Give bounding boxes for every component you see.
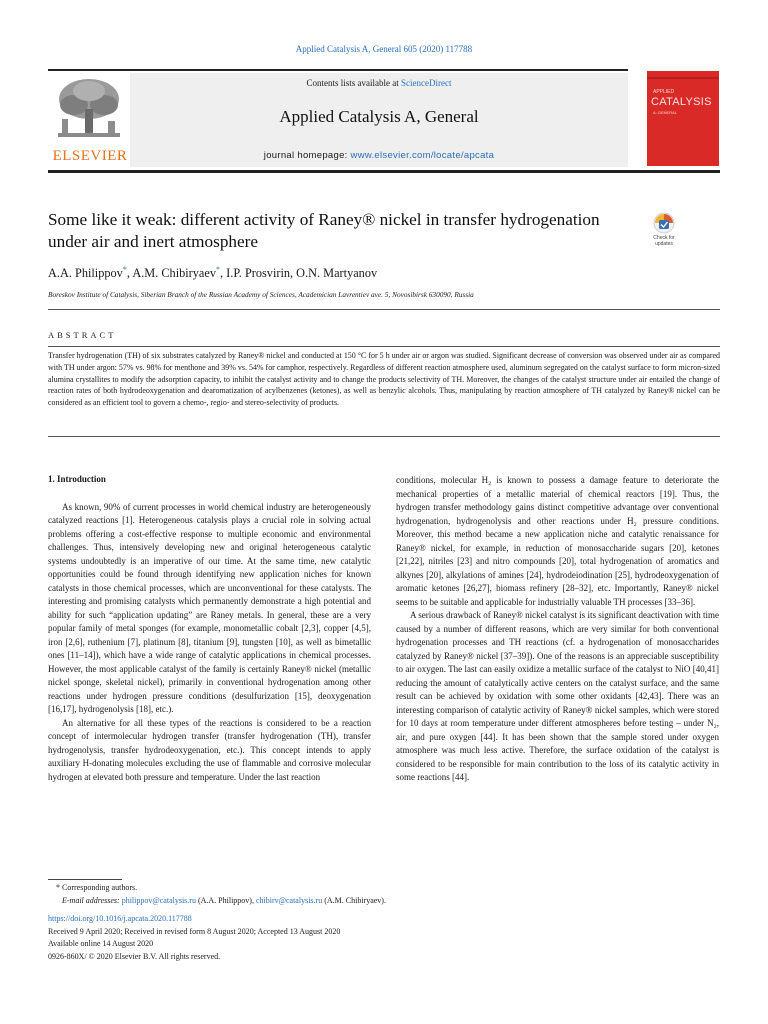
- crossmark-icon: [646, 212, 682, 236]
- cover-band: [647, 77, 719, 79]
- cover-line-1: APPLIED: [653, 89, 675, 95]
- contents-prefix: Contents lists available at: [306, 78, 401, 88]
- corresponding-star-2[interactable]: *: [216, 265, 220, 274]
- intro-paragraph-3: A serious drawback of Raney® nickel catalyst is its significant deactivation with time caused by a number of different reasons, which are very similar for both conventional hydrogenation processes and TH reactions (cf. a hydrogenation of monosaccharides catalyzed by Raney® nickel [37–39]). One of the reasons is an appreciable susceptibility to air oxygen. The last can easily oxidize a metallic surface of the catalyst to NiO [40,41] reducing the amount of catalytically active centers on the catalyst surface, and the same result can be achieved by oxidation with some other oxidants [42,43]. There was an interesting comparison of catalytic activity of Raney® nickel samples, which were stored for 10 days at room temperature under different atmospheres before testing – under N₂, air, and pure oxygen [44]. It has been shown that the sample stored under oxygen atmosphere was much less active. Therefore, the surface oxidation of the catalyst is considered to be responsible for main contribution to the loss of its catalytic activity in some reactions [44].: [396, 610, 719, 782]
- journal-cover-thumbnail[interactable]: [647, 71, 719, 166]
- body-column-left: [48, 473, 371, 784]
- author-affiliation: Boreskov Institute of Catalysis, Siberian Branch of the Russian Academy of Sciences, Academician Lavrentiev ave. 5, Novosibirsk 630090, Russia: [48, 290, 474, 299]
- masthead-top-rule: [48, 69, 628, 71]
- author-list: [48, 265, 688, 281]
- intro-paragraph-1: As known, 90% of current processes in world chemical industry are heterogeneously catalyzed reactions [1]. Heterogeneous catalysis plays a crucial role in solving actual problems offering a cost-effective response to multiple economic and environmental challenges. Thus, intensively developing new and original heterogeneous catalytic systems undoubtedly is an imperative of our time. At the same time, new catalytic opportunities could be found through identifying new application niches for known catalysts in those chemical processes, which are unconventional for these catalysts. The interesting and promising catalysts which permanently demonstrate a high potential and ability for such “application updating” are Raney metals. In general, these are a very popular family of metal sponges (for example, monometallic cobalt [2,3], copper [4,5], iron [2,6], ruthenium [7], platinum [8], titanium [9], tungsten [10], as well as bimetallic ones [11–14]), which have a wide range of catalytic applications in chemical processes. However, the most applicable catalyst of the family is certainly Raney® nickel (metallic nickel sponge, skeletal nickel), primarily in conventional hydrogenation among other reactions under hydrogen pressure conditions (desulfurization [15], deoxygenation [16,17], hydrogenolysis [18], etc.).: [48, 501, 371, 714]
- article-title: Some like it weak: different activity of Raney® nickel in transfer hydrogenation under air and inert atmosphere: [48, 210, 600, 251]
- intro-paragraph-2-continued: conditions, molecular H₂ is known to possess a damage feature to deteriorate the mechanical properties of a metallic material of chemical reactors [19]. Thus, the hydrogen transfer methodology gains distinct competitive advantage over conventional hydrogenation, hydrogenolysis and other reactions under H₂ pressure conditions. Moreover, this method became a new application niche and catalytic renaissance for Raney® nickel, for example, in reduction of monosaccharide sugars [20], ketones [21,22], nitriles [23] and nitro compounds [20], total hydrogenation of aromatics and alkynes [20], alkylations of amines [24], hydrodeiodination [25], hydrodeoxygenation of aromatic ketones [26,27], biomass refinery [28–32], etc. Importantly, Raney® nickel seems to be suitable and applicable for industrially valuable TH processes [33–36].: [396, 475, 719, 607]
- crossmark-caption: [646, 236, 682, 247]
- footnotes: [48, 882, 720, 907]
- abstract-top-rule: [48, 346, 720, 347]
- received-dates: Received 9 April 2020; Received in revised form 8 August 2020; Accepted 13 August 2020: [48, 926, 341, 936]
- elsevier-wordmark: ELSEVIER: [52, 148, 128, 164]
- email-name-philippov: (A.A. Philippov),: [195, 895, 256, 905]
- masthead-bottom-rule: [48, 170, 720, 173]
- body-column-right: [396, 474, 719, 785]
- abstract-heading: ABSTRACT: [48, 330, 117, 340]
- abstract-bottom-rule: [48, 436, 720, 437]
- journal-masthead: [48, 73, 628, 167]
- homepage-link[interactable]: www.elsevier.com/locate/apcata: [350, 150, 495, 161]
- footnote-rule: [48, 879, 122, 880]
- author-separator: ,: [126, 266, 133, 281]
- contents-line: [130, 78, 628, 88]
- journal-homepage: [130, 150, 628, 161]
- masthead-center-panel: [130, 73, 628, 167]
- crossmark-caption-1: Check for: [653, 235, 675, 241]
- section-heading-introduction: 1. Introduction: [48, 474, 106, 484]
- doi-link[interactable]: https://doi.org/10.1016/j.apcata.2020.117788: [48, 914, 192, 923]
- available-online: Available online 14 August 2020: [48, 939, 154, 948]
- author-chibiryaev[interactable]: A.M. Chibiryaev: [132, 266, 216, 281]
- corresponding-star-1[interactable]: *: [122, 265, 127, 274]
- journal-reference[interactable]: Applied Catalysis A, General 605 (2020) 117788: [295, 44, 473, 54]
- crossmark-caption-2: updates: [655, 240, 673, 247]
- copyright-line: 0926-860X/ © 2020 Elsevier B.V. All rights reserved.: [48, 951, 221, 961]
- cover-line-3: A: GENERAL: [653, 110, 678, 115]
- intro-paragraph-2: An alternative for all these types of the reactions is considered to be a reaction concept of intermolecular hydrogen transfer (transfer hydrogenation (TH), transfer hydrogenolysis, transfer hydrodeoxygenation, etc.). This concept intends to apply auxiliary H-donating molecules excluding the use of flammable and corrosive molecular hydrogen at elevated both pressure and temperature. Under the last reaction: [48, 717, 371, 782]
- email-name-chibiryaev: (A.M. Chibiryaev).: [322, 895, 386, 905]
- publication-info: [48, 913, 720, 963]
- author-philippov[interactable]: A.A. Philippov: [48, 266, 123, 281]
- homepage-prefix: journal homepage:: [263, 150, 351, 161]
- affiliation-rule: [48, 309, 720, 310]
- cover-line-2: CATALYSIS: [651, 96, 712, 108]
- elsevier-logo[interactable]: [50, 73, 128, 165]
- elsevier-tree-icon: [52, 75, 126, 145]
- journal-title: Applied Catalysis A, General: [279, 107, 479, 126]
- abstract-text: Transfer hydrogenation (TH) of six substrates catalyzed by Raney® nickel and conducted at 150 °C for 5 h under air or argon was studied. Significant decrease of conversion was observed under air as compared with TH under argon: 57% vs. 98% for menthone and 39% vs. 54% for camphor, respectively. Regardless of different reaction atmosphere used, aluminum segregated on the catalyst surface to form micron-sized alumina crystallites to modify the adsorption capacity, to inhibit the catalyst activity and to change the products selectivity of TH. Moreover, the changes of the catalyst structure under air entailed the change of reaction rates of both hydrodeoxygenation and dearomatization of acylbenzenes (ketones), as well as benzylic alcohols. Thus, manipulating by reaction atmosphere of TH catalyzed by Raney® nickel can be considered as an efficient tool to govern a chemo-, regio- and stereo-selectivity of products.: [48, 351, 720, 408]
- email-addresses: [48, 895, 720, 908]
- author-list-rest: , I.P. Prosvirin, O.N. Martyanov: [220, 266, 378, 281]
- sciencedirect-link[interactable]: ScienceDirect: [401, 78, 452, 88]
- corresponding-authors-note: * Corresponding authors.: [56, 883, 138, 892]
- check-for-updates-badge[interactable]: [646, 212, 682, 250]
- email-label: E-mail addresses:: [62, 895, 122, 905]
- email-link-chibiryaev[interactable]: chibirv@catalysis.ru: [255, 895, 323, 905]
- email-link-philippov[interactable]: philippov@catalysis.ru: [121, 895, 196, 905]
